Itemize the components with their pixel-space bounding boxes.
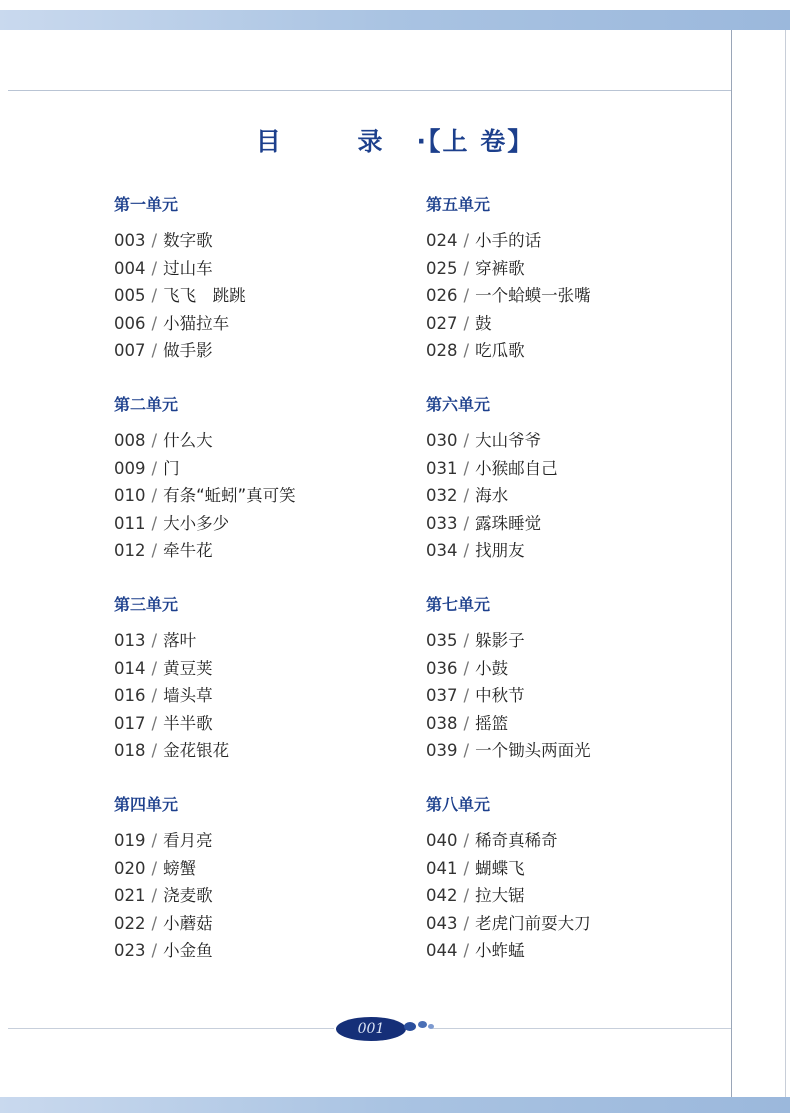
toc-entry[interactable] (114, 537, 414, 565)
entry-separator: / (151, 658, 158, 678)
entry-title: 一个锄头两面光 (475, 741, 591, 761)
entry-separator: / (463, 858, 470, 878)
entry-title: 小手的话 (475, 231, 542, 250)
entry-title: 拉大锯 (475, 886, 525, 906)
entry-page-number: 008 (114, 431, 146, 450)
entry-page-number: 017 (114, 713, 146, 733)
footer-rule-left (8, 1028, 334, 1029)
page-edge-rule (785, 30, 786, 1098)
entry-separator: / (151, 886, 158, 906)
toc-entry[interactable] (114, 827, 414, 855)
unit-heading: 第三单元 (114, 595, 179, 614)
entry-page-number: 037 (426, 686, 458, 706)
entry-page-number: 013 (114, 631, 146, 650)
unit-heading: 第六单元 (426, 395, 491, 414)
entry-page-number: 011 (114, 513, 146, 533)
entry-page-number: 034 (426, 541, 458, 561)
page-title (0, 122, 790, 158)
toc-unit (426, 193, 726, 393)
toc-entry[interactable] (114, 310, 414, 338)
entry-page-number: 016 (114, 686, 146, 706)
entry-page-number: 036 (426, 658, 458, 678)
unit-heading: 第八单元 (426, 795, 491, 814)
toc-entry[interactable] (426, 682, 726, 710)
entry-separator: / (463, 713, 470, 733)
entry-title: 做手影 (163, 341, 213, 361)
toc-entry[interactable] (426, 227, 726, 255)
toc-entry[interactable] (114, 427, 414, 455)
entry-page-number: 030 (426, 431, 458, 450)
entry-title: 墙头草 (163, 686, 213, 706)
entry-page-number: 043 (426, 913, 458, 933)
decorative-dot (428, 1024, 434, 1029)
entry-separator: / (151, 686, 158, 706)
entry-title: 螃蟹 (163, 858, 197, 878)
entry-title: 半半歌 (163, 713, 213, 733)
entry-page-number: 042 (426, 886, 458, 906)
toc-entry[interactable] (114, 337, 414, 365)
entry-separator: / (463, 831, 470, 850)
entry-separator: / (463, 631, 470, 650)
entry-separator: / (463, 486, 470, 506)
toc-unit (426, 793, 726, 993)
toc-entry[interactable] (114, 510, 414, 538)
toc-entry[interactable] (426, 655, 726, 683)
entry-separator: / (151, 831, 158, 850)
entry-separator: / (463, 513, 470, 533)
entry-title: 蝴蝶飞 (475, 858, 525, 878)
toc-entry[interactable] (114, 882, 414, 910)
entry-title: 小蘑菇 (163, 913, 213, 933)
entry-separator: / (151, 286, 158, 306)
toc-entry[interactable] (426, 337, 726, 365)
entry-separator: / (151, 631, 158, 650)
toc-entry[interactable] (114, 255, 414, 283)
toc-entry[interactable] (426, 427, 726, 455)
entry-separator: / (463, 431, 470, 450)
entry-separator: / (463, 886, 470, 906)
top-rule (8, 90, 731, 91)
entry-title: 海水 (475, 486, 509, 506)
entry-separator: / (463, 286, 470, 306)
entry-page-number: 021 (114, 886, 146, 906)
toc-entry[interactable] (426, 537, 726, 565)
toc-entry[interactable] (426, 937, 726, 965)
entry-page-number: 007 (114, 341, 146, 361)
entry-page-number: 022 (114, 913, 146, 933)
entry-page-number: 010 (114, 486, 146, 506)
toc-entry[interactable] (426, 737, 726, 765)
entry-page-number: 005 (114, 286, 146, 306)
entry-title: 小猴邮自己 (475, 458, 558, 478)
entry-separator: / (463, 541, 470, 561)
unit-heading: 第五单元 (426, 195, 491, 214)
toc-entry[interactable] (426, 510, 726, 538)
entry-title: 中秋节 (475, 686, 525, 706)
toc-entry[interactable] (426, 255, 726, 283)
entry-title: 有条“蚯蚓”真可笑 (163, 486, 296, 506)
entry-page-number: 004 (114, 258, 146, 278)
entry-separator: / (463, 458, 470, 478)
entry-separator: / (151, 513, 158, 533)
entry-title: 门 (163, 458, 180, 478)
toc-entry[interactable] (114, 655, 414, 683)
entry-page-number: 027 (426, 313, 458, 333)
toc-unit (114, 193, 414, 393)
title-dot: · (416, 127, 428, 156)
toc-entry[interactable] (114, 627, 414, 655)
entry-title: 数字歌 (163, 231, 213, 250)
toc-entry[interactable] (426, 455, 726, 483)
entry-separator: / (151, 941, 158, 961)
entry-separator: / (151, 858, 158, 878)
entry-title: 吃瓜歌 (475, 341, 525, 361)
entry-page-number: 003 (114, 231, 146, 250)
entry-separator: / (151, 431, 158, 450)
entry-title: 小鼓 (475, 658, 509, 678)
entry-page-number: 014 (114, 658, 146, 678)
bottom-decorative-band (0, 1097, 790, 1113)
entry-title: 牵牛花 (163, 541, 213, 561)
entry-separator: / (151, 231, 158, 250)
toc-entry[interactable] (426, 827, 726, 855)
toc-entry[interactable] (426, 627, 726, 655)
toc-entry[interactable] (114, 455, 414, 483)
title-main: 目 录 (255, 127, 417, 156)
entry-title: 小蚱蜢 (475, 941, 525, 961)
toc-unit (114, 793, 414, 993)
entry-separator: / (463, 258, 470, 278)
entry-separator: / (463, 231, 470, 250)
entry-page-number: 018 (114, 741, 146, 761)
unit-heading: 第四单元 (114, 795, 179, 814)
entry-separator: / (151, 258, 158, 278)
entry-page-number: 028 (426, 341, 458, 361)
entry-page-number: 038 (426, 713, 458, 733)
toc-column-left (114, 193, 414, 993)
entry-page-number: 031 (426, 458, 458, 478)
toc-entry[interactable] (426, 282, 726, 310)
entry-separator: / (463, 913, 470, 933)
entry-page-number: 040 (426, 831, 458, 850)
entry-separator: / (151, 486, 158, 506)
entry-title: 飞飞 跳跳 (163, 286, 246, 306)
entry-separator: / (151, 913, 158, 933)
entry-title: 穿裤歌 (475, 258, 525, 278)
entry-title: 什么大 (163, 431, 213, 450)
entry-page-number: 020 (114, 858, 146, 878)
toc-unit (114, 393, 414, 593)
toc-entry[interactable] (114, 710, 414, 738)
entry-separator: / (463, 658, 470, 678)
entry-title: 老虎门前耍大刀 (475, 913, 591, 933)
entry-page-number: 026 (426, 286, 458, 306)
toc-entry[interactable] (426, 882, 726, 910)
page-number: 001 (357, 1021, 385, 1037)
toc-entry[interactable] (114, 910, 414, 938)
entry-separator: / (151, 458, 158, 478)
entry-page-number: 024 (426, 231, 458, 250)
entry-title: 过山车 (163, 258, 213, 278)
decorative-dot (418, 1021, 427, 1028)
toc-entry[interactable] (114, 737, 414, 765)
toc-entry[interactable] (426, 482, 726, 510)
entry-title: 稀奇真稀奇 (475, 831, 558, 850)
entry-separator: / (463, 686, 470, 706)
entry-title: 看月亮 (163, 831, 213, 850)
right-margin-rule (731, 30, 732, 1098)
entry-separator: / (463, 341, 470, 361)
toc-entry[interactable] (114, 682, 414, 710)
entry-title: 躲影子 (475, 631, 525, 650)
entry-title: 小金鱼 (163, 941, 213, 961)
entry-page-number: 035 (426, 631, 458, 650)
toc-entry[interactable] (426, 910, 726, 938)
toc-entry[interactable] (114, 937, 414, 965)
entry-title: 大小多少 (163, 513, 230, 533)
entry-title: 小猫拉车 (163, 313, 230, 333)
decorative-dot (404, 1022, 416, 1031)
entry-separator: / (151, 713, 158, 733)
toc-entry[interactable] (114, 482, 414, 510)
toc-unit (426, 393, 726, 593)
toc-entry[interactable] (114, 855, 414, 883)
entry-title: 金花银花 (163, 741, 230, 761)
entry-separator: / (151, 313, 158, 333)
entry-title: 露珠睡觉 (475, 513, 542, 533)
toc-entry[interactable] (114, 282, 414, 310)
entry-title: 浇麦歌 (163, 886, 213, 906)
toc-unit (426, 593, 726, 793)
entry-page-number: 044 (426, 941, 458, 961)
entry-title: 摇篮 (475, 713, 509, 733)
entry-page-number: 032 (426, 486, 458, 506)
toc-column-right (426, 193, 726, 993)
toc-entry[interactable] (114, 227, 414, 255)
entry-page-number: 039 (426, 741, 458, 761)
unit-heading: 第七单元 (426, 595, 491, 614)
entry-title: 找朋友 (475, 541, 525, 561)
entry-separator: / (151, 341, 158, 361)
unit-heading: 第二单元 (114, 395, 179, 414)
toc-entry[interactable] (426, 310, 726, 338)
unit-heading: 第一单元 (114, 195, 179, 214)
entry-page-number: 033 (426, 513, 458, 533)
footer-rule-right (432, 1028, 731, 1029)
toc-entry[interactable] (426, 855, 726, 883)
toc-entry[interactable] (426, 710, 726, 738)
entry-page-number: 019 (114, 831, 146, 850)
entry-title: 大山爷爷 (475, 431, 542, 450)
entry-separator: / (463, 741, 470, 761)
toc-unit (114, 593, 414, 793)
entry-page-number: 012 (114, 541, 146, 561)
title-volume: 【上 卷】 (428, 127, 535, 156)
page-number-badge (336, 1017, 406, 1041)
entry-page-number: 009 (114, 458, 146, 478)
entry-title: 鼓 (475, 313, 492, 333)
top-decorative-band (0, 10, 790, 30)
entry-title: 落叶 (163, 631, 197, 650)
entry-title: 黄豆荚 (163, 658, 213, 678)
entry-title: 一个蛤蟆一张嘴 (475, 286, 591, 306)
entry-separator: / (463, 941, 470, 961)
entry-separator: / (463, 313, 470, 333)
entry-page-number: 006 (114, 313, 146, 333)
entry-page-number: 025 (426, 258, 458, 278)
entry-page-number: 023 (114, 941, 146, 961)
entry-separator: / (151, 541, 158, 561)
entry-page-number: 041 (426, 858, 458, 878)
entry-separator: / (151, 741, 158, 761)
